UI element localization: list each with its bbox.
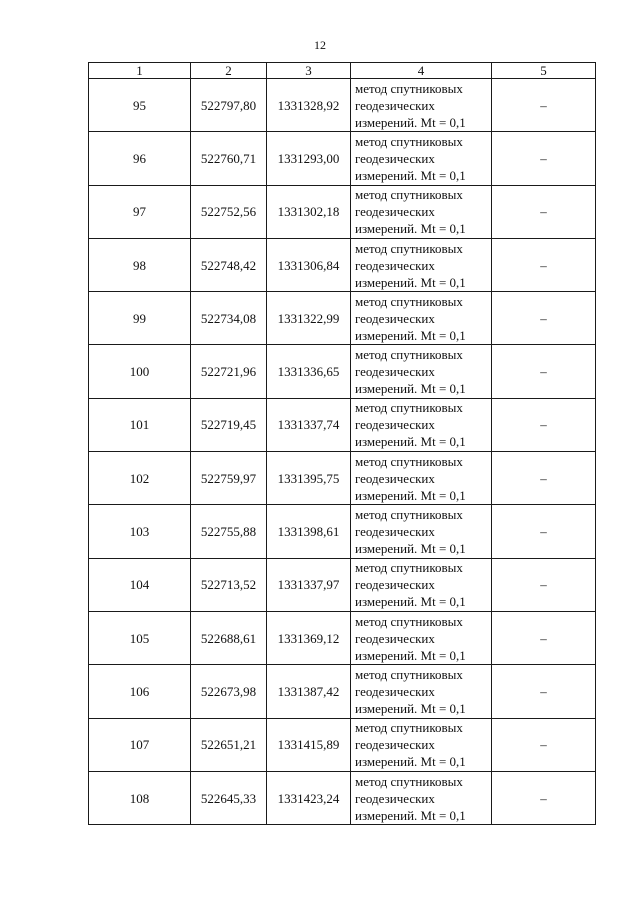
point-number-cell [89,132,191,185]
x-coordinate-text: 522719,45 [200,417,257,433]
table-row [89,398,596,451]
point-number-text: 98 [133,257,146,273]
table-row [89,452,596,505]
method-cell [351,398,492,451]
table-body [89,79,596,825]
x-coordinate-cell [191,185,267,238]
x-coordinate-text: 522760,71 [200,150,257,166]
method-cell [351,292,492,345]
point-number-text: 99 [133,310,146,326]
table-header [89,63,596,79]
table-row [89,771,596,824]
note-text: – [540,630,547,646]
note-cell [492,665,596,718]
y-coordinate-text: 1331415,89 [277,737,340,753]
x-coordinate-cell [191,132,267,185]
y-coordinate-text: 1331337,97 [277,577,340,593]
method-text: метод спутниковых геодезических измерений. Mt = 0,1 [355,80,466,130]
note-text: – [540,524,547,540]
method-text: метод спутниковых геодезических измерений. Mt = 0,1 [355,187,466,237]
x-coordinate-cell [191,771,267,824]
x-coordinate-text: 522734,08 [200,310,257,326]
y-coordinate-text: 1331322,99 [277,310,340,326]
x-coordinate-cell [191,718,267,771]
note-cell [492,452,596,505]
table-row [89,558,596,611]
note-text: – [540,97,547,113]
x-coordinate-cell [191,505,267,558]
point-number-cell [89,398,191,451]
x-coordinate-text: 522688,61 [200,630,257,646]
note-cell [492,345,596,398]
method-text: метод спутниковых геодезических измерений. Mt = 0,1 [355,560,466,610]
method-cell [351,771,492,824]
y-coordinate-cell [267,505,351,558]
point-number-cell [89,558,191,611]
point-number-text: 107 [129,737,150,753]
x-coordinate-cell [191,292,267,345]
x-coordinate-cell [191,611,267,664]
y-coordinate-text: 1331398,61 [277,524,340,540]
note-cell [492,238,596,291]
point-number-text: 96 [133,150,146,166]
method-cell [351,79,492,132]
note-cell [492,558,596,611]
method-cell [351,452,492,505]
method-text: метод спутниковых геодезических измерений. Mt = 0,1 [355,453,466,503]
x-coordinate-cell [191,665,267,718]
x-coordinate-text: 522797,80 [200,97,257,113]
method-cell [351,345,492,398]
method-text: метод спутниковых геодезических измерений. Mt = 0,1 [355,240,466,290]
y-coordinate-cell [267,79,351,132]
y-coordinate-text: 1331369,12 [277,630,340,646]
x-coordinate-text: 522752,56 [200,204,257,220]
point-number-cell [89,718,191,771]
method-text: метод спутниковых геодезических измерений. Mt = 0,1 [355,773,466,823]
column-header-3: 3 [267,63,351,79]
note-text: – [540,310,547,326]
x-coordinate-text: 522759,97 [200,470,257,486]
method-cell [351,718,492,771]
x-coordinate-text: 522673,98 [200,683,257,699]
method-text: метод спутниковых геодезических измерений. Mt = 0,1 [355,133,466,183]
y-coordinate-cell [267,345,351,398]
table-row [89,238,596,291]
x-coordinate-text: 522755,88 [200,524,257,540]
point-number-text: 101 [129,417,150,433]
x-coordinate-cell [191,345,267,398]
y-coordinate-cell [267,238,351,291]
method-cell [351,238,492,291]
method-cell [351,558,492,611]
point-number-cell [89,185,191,238]
note-text: – [540,737,547,753]
point-number-cell [89,345,191,398]
table-row [89,185,596,238]
point-number-text: 108 [129,790,150,806]
table-row [89,718,596,771]
method-cell [351,611,492,664]
x-coordinate-cell [191,452,267,505]
note-cell [492,185,596,238]
method-cell [351,132,492,185]
note-cell [492,398,596,451]
note-text: – [540,790,547,806]
column-header-1: 1 [89,63,191,79]
note-text: – [540,470,547,486]
method-text: метод спутниковых геодезических измерений. Mt = 0,1 [355,666,466,716]
y-coordinate-cell [267,132,351,185]
x-coordinate-cell [191,558,267,611]
note-cell [492,771,596,824]
y-coordinate-cell [267,558,351,611]
x-coordinate-text: 522651,21 [200,737,257,753]
y-coordinate-cell [267,185,351,238]
table-row [89,611,596,664]
point-number-cell [89,665,191,718]
point-number-cell [89,238,191,291]
note-cell [492,611,596,664]
note-text: – [540,364,547,380]
note-text: – [540,204,547,220]
point-number-text: 95 [133,97,146,113]
column-header-4: 4 [351,63,492,79]
y-coordinate-text: 1331337,74 [277,417,340,433]
y-coordinate-cell [267,452,351,505]
table-header-row [89,63,596,79]
y-coordinate-cell [267,292,351,345]
method-text: метод спутниковых геодезических измерений. Mt = 0,1 [355,507,466,557]
x-coordinate-text: 522645,33 [200,790,257,806]
x-coordinate-cell [191,398,267,451]
point-number-cell [89,611,191,664]
table-row [89,505,596,558]
note-cell [492,79,596,132]
y-coordinate-text: 1331293,00 [277,150,340,166]
point-number-text: 102 [129,470,150,486]
note-text: – [540,577,547,593]
table-row [89,345,596,398]
x-coordinate-text: 522748,42 [200,257,257,273]
column-header-2: 2 [191,63,267,79]
point-number-text: 97 [133,204,146,220]
method-text: метод спутниковых геодезических измерений. Mt = 0,1 [355,613,466,663]
y-coordinate-text: 1331302,18 [277,204,340,220]
point-number-text: 105 [129,630,150,646]
point-number-cell [89,79,191,132]
note-text: – [540,257,547,273]
x-coordinate-cell [191,79,267,132]
y-coordinate-cell [267,771,351,824]
method-cell [351,665,492,718]
y-coordinate-text: 1331395,75 [277,470,340,486]
method-text: метод спутниковых геодезических измерений. Mt = 0,1 [355,400,466,450]
note-cell [492,292,596,345]
y-coordinate-cell [267,665,351,718]
note-cell [492,132,596,185]
point-number-text: 104 [129,577,150,593]
y-coordinate-cell [267,718,351,771]
coordinates-table [88,62,596,825]
y-coordinate-text: 1331387,42 [277,683,340,699]
note-cell [492,505,596,558]
table-row [89,665,596,718]
method-cell [351,505,492,558]
x-coordinate-cell [191,238,267,291]
x-coordinate-text: 522713,52 [200,577,257,593]
point-number-text: 103 [129,524,150,540]
table-row [89,79,596,132]
note-text: – [540,417,547,433]
point-number-cell [89,505,191,558]
y-coordinate-cell [267,611,351,664]
note-cell [492,718,596,771]
page-number: 12 [314,38,326,52]
method-text: метод спутниковых геодезических измерений. Mt = 0,1 [355,293,466,343]
point-number-cell [89,452,191,505]
point-number-cell [89,771,191,824]
point-number-text: 106 [129,683,150,699]
note-text: – [540,150,547,166]
method-text: метод спутниковых геодезических измерений. Mt = 0,1 [355,720,466,770]
note-text: – [540,683,547,699]
y-coordinate-text: 1331328,92 [277,97,340,113]
y-coordinate-cell [267,398,351,451]
column-header-5: 5 [492,63,596,79]
point-number-text: 100 [129,364,150,380]
table-row [89,292,596,345]
y-coordinate-text: 1331336,65 [277,364,340,380]
table-row [89,132,596,185]
point-number-cell [89,292,191,345]
method-text: метод спутниковых геодезических измерений. Mt = 0,1 [355,347,466,397]
y-coordinate-text: 1331306,84 [277,257,340,273]
x-coordinate-text: 522721,96 [200,364,257,380]
y-coordinate-text: 1331423,24 [277,790,340,806]
method-cell [351,185,492,238]
